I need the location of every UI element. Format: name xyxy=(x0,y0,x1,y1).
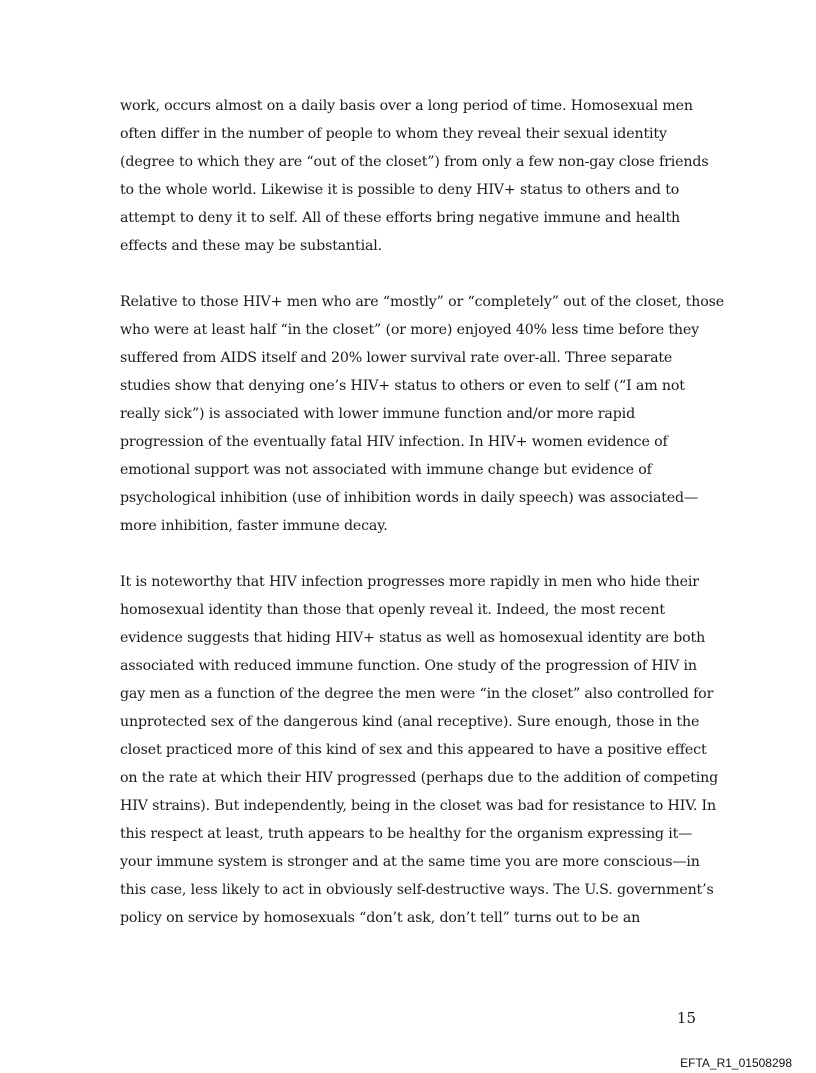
text-line: associated with reduced immune function. One study of the progression of HIV in xyxy=(120,658,697,674)
text-line: Relative to those HIV+ men who are “mostly” or “completely” out of the closet, those xyxy=(120,294,724,310)
document-id: EFTA_R1_01508298 xyxy=(680,1056,792,1070)
text-line: more inhibition, faster immune decay. xyxy=(120,518,388,534)
text-line: policy on service by homosexuals “don’t ask, don’t tell” turns out to be an xyxy=(120,910,641,926)
page-number: 15 xyxy=(676,1009,696,1027)
text-line: (degree to which they are “out of the closet”) from only a few non-gay close friends xyxy=(120,154,709,170)
text-line: really sick”) is associated with lower immune function and/or more rapid xyxy=(120,406,635,422)
text-line: emotional support was not associated with immune change but evidence of xyxy=(120,462,652,478)
text-line: progression of the eventually fatal HIV infection. In HIV+ women evidence of xyxy=(120,434,668,450)
text-line: HIV strains). But independently, being in the closet was bad for resistance to HIV. In xyxy=(120,798,716,814)
text-line: attempt to deny it to self. All of these efforts bring negative immune and health xyxy=(120,210,681,226)
text-line: to the whole world. Likewise it is possible to deny HIV+ status to others and to xyxy=(120,182,680,198)
text-line: who were at least half “in the closet” (or more) enjoyed 40% less time before they xyxy=(120,322,699,338)
text-line: gay men as a function of the degree the men were “in the closet” also controlled for xyxy=(120,686,714,702)
text-line: closet practiced more of this kind of sex and this appeared to have a positive effect xyxy=(120,742,707,758)
text-line: your immune system is stronger and at the same time you are more conscious—in xyxy=(120,854,700,870)
text-line: suffered from AIDS itself and 20% lower survival rate over-all. Three separate xyxy=(120,350,673,366)
text-line: homosexual identity than those that openly reveal it. Indeed, the most recent xyxy=(120,602,665,618)
text-line: It is noteworthy that HIV infection progresses more rapidly in men who hide their xyxy=(120,574,699,590)
text-line: work, occurs almost on a daily basis over a long period of time. Homosexual men xyxy=(120,98,693,114)
text-line: studies show that denying one’s HIV+ status to others or even to self (“I am not xyxy=(120,378,685,394)
text-line: effects and these may be substantial. xyxy=(120,238,383,254)
text-line: evidence suggests that hiding HIV+ status as well as homosexual identity are both xyxy=(120,630,706,646)
text-line: this case, less likely to act in obviously self-destructive ways. The U.S. government’s xyxy=(120,882,714,898)
text-line: often differ in the number of people to whom they reveal their sexual identity xyxy=(120,126,667,142)
text-line: on the rate at which their HIV progressed (perhaps due to the addition of competing xyxy=(120,770,719,786)
text-line: psychological inhibition (use of inhibition words in daily speech) was associated— xyxy=(120,490,699,506)
text-line: unprotected sex of the dangerous kind (anal receptive). Sure enough, those in the xyxy=(120,714,700,730)
text-line: this respect at least, truth appears to be healthy for the organism expressing it— xyxy=(120,826,693,842)
